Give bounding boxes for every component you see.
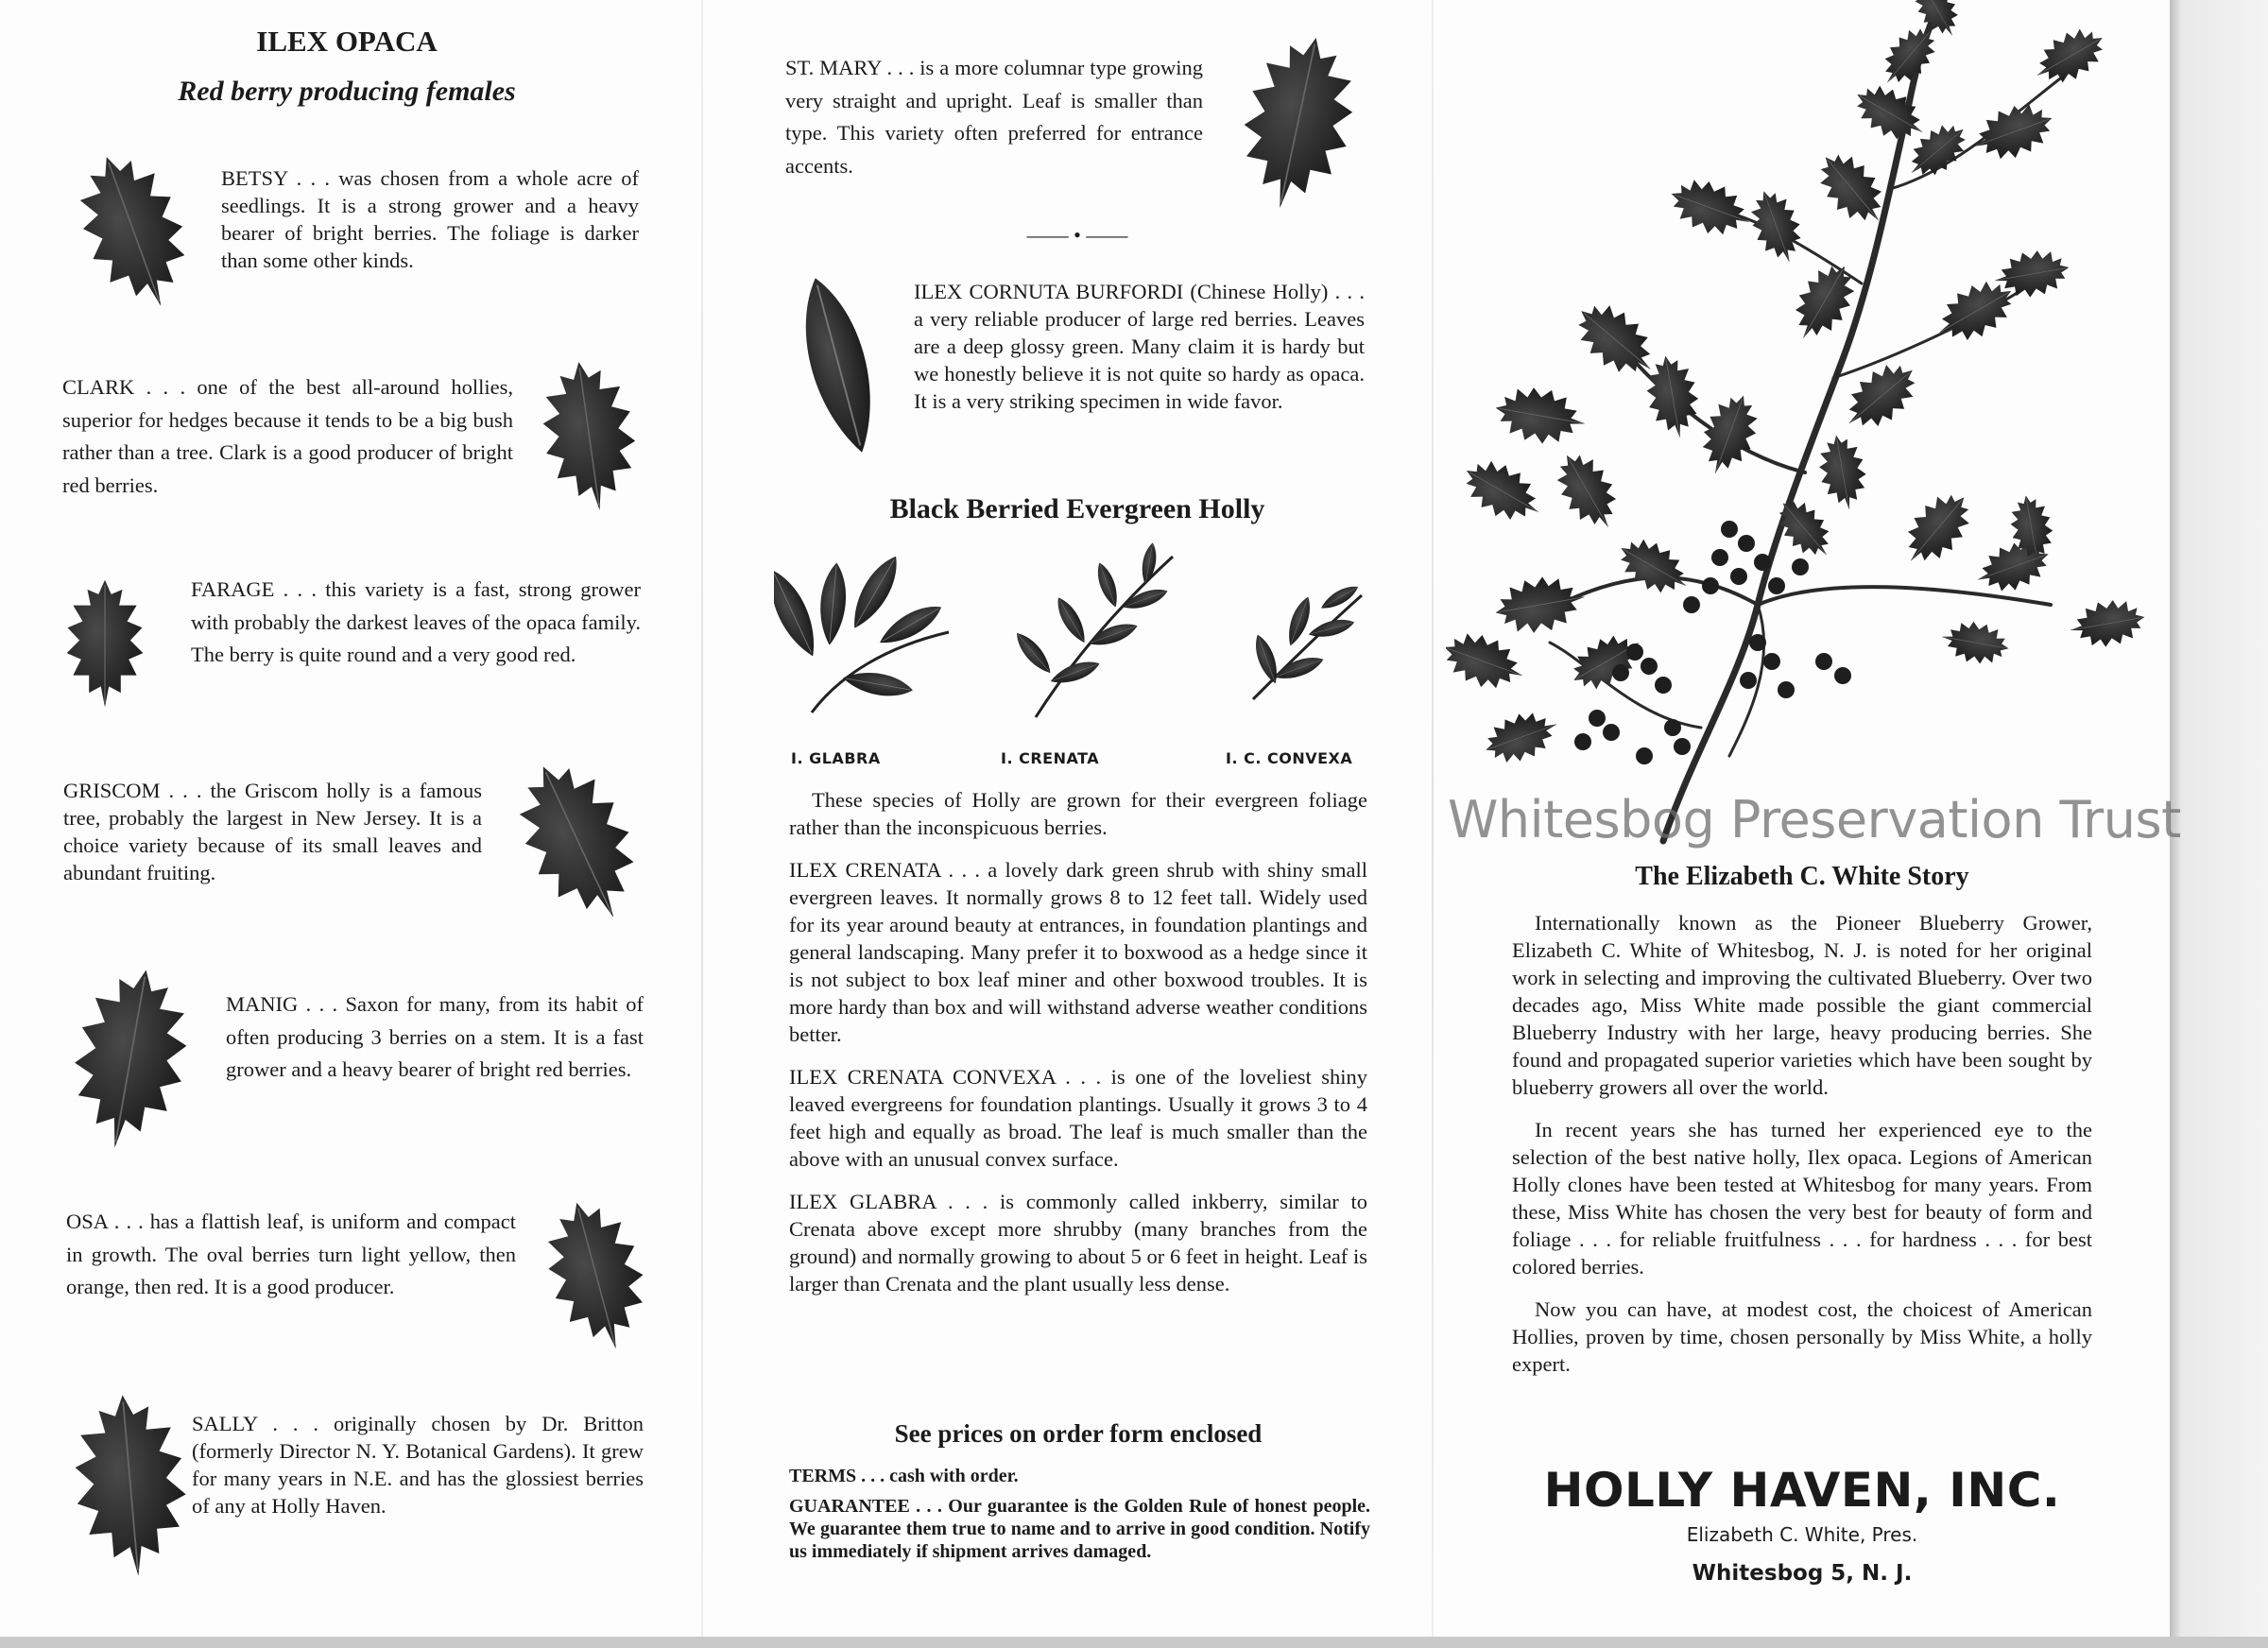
page-edge	[2170, 0, 2268, 1648]
holly-berry	[1749, 634, 1766, 651]
glabra-sprig-icon	[774, 542, 954, 723]
holly-berry	[1664, 719, 1681, 736]
holly-berry	[1740, 672, 1757, 689]
variety-clark: CLARK . . . one of the best all-around hollies, superior for hedges because it tends to be a big bush rather than a tree. Clark is a good producer of bright red berries.	[62, 375, 513, 497]
variety-cornuta-burfordi: ILEX CORNUTA BURFORDI (Chinese Holly) . . . a very reliable producer of large red berries. Leaves are a deep glossy green. Many claim it is hardy but we honestly believe it is not quite so hardy as opaca. It is a very striking specimen in wide favor.	[914, 280, 1365, 413]
variety-griscom: GRISCOM . . . the Griscom holly is a famous tree, probably the largest in New Jersey. It is a choice variety because of its small leaves and abundant fruiting.	[63, 779, 482, 884]
holly-berry	[1763, 653, 1780, 670]
variety-sally: SALLY . . . originally chosen by Dr. Britton (formerly Director N. Y. Botanical Gardens). It grew for many years in N.E. and has the glossiest berries of any at Holly Haven.	[192, 1412, 644, 1518]
page-bottom-edge	[0, 1637, 2268, 1648]
holly-berry	[1655, 677, 1672, 694]
variety-betsy: BETSY . . . was chosen from a whole acre of seedlings. It is a strong grower and a heavy bearer of bright berries. The foliage is darker than some other kinds.	[221, 166, 639, 272]
black-holly-descriptions	[789, 786, 1367, 1313]
story-paragraph: In recent years she has turned her experienced eye to the selection of the best native holly, Ilex opaca. Legions of American Holly clones have been tested at Whitesbog for many years. From these, Miss White has chosen the very best for beauty of form and foliage . . . for reliable fruitfulness . . . for hardness . . . for best colored berries.	[1512, 1118, 2092, 1279]
holly-berry	[1626, 644, 1643, 661]
sprig-label-convexa: I. C. CONVEXA	[1226, 749, 1353, 767]
photo-leaf	[1663, 170, 1759, 246]
holly-berry	[1815, 653, 1832, 670]
terms-block	[789, 1465, 1370, 1571]
holly-berry	[1768, 577, 1785, 594]
story-text	[1512, 909, 2092, 1393]
holly-berry	[1636, 747, 1653, 764]
holly-berry	[1730, 568, 1747, 585]
company-president: Elizabeth C. White, Pres.	[1686, 1523, 1918, 1546]
photo-leaf	[1454, 449, 1552, 534]
photo-leaf	[1446, 624, 1531, 699]
variety-ilex-glabra: ILEX GLABRA . . . is commonly called inkberry, similar to Crenata above except more shrubby (many branches from the ground) and normally growing to about 5 or 6 feet in height. Leaf is larger than Crenata and the plant usually less dense.	[789, 1190, 1367, 1296]
holly-berry	[1589, 710, 1606, 727]
guarantee-text: GUARANTEE . . . Our guarantee is the Golden Rule of honest people. We guarantee them true to name and to arrive in good condition. Notify us immediately if shipment arrives damaged.	[789, 1496, 1370, 1562]
holly-berry	[1778, 681, 1795, 698]
variety-ilex-crenata-convexa: ILEX CRENATA CONVEXA . . . is one of the loveliest shiny leaved evergreens for foundation plantings. Usually it grows 3 to 4 feet high and equally as broad. The leaf is much smaller than the above with an unusual convex surface.	[789, 1065, 1367, 1171]
variety-farage: FARAGE . . . this variety is a fast, strong grower with probably the darkest leaves of the opaca family. The berry is quite round and a very good red.	[191, 577, 641, 666]
terms-text: TERMS . . . cash with order.	[789, 1466, 1019, 1486]
holly-berry	[1711, 549, 1728, 566]
photo-leaf	[1743, 183, 1811, 270]
photo-leaf	[1641, 352, 1704, 442]
photo-leaf	[1562, 623, 1650, 700]
photo-leaf	[1478, 703, 1565, 771]
photo-leaf	[1609, 528, 1697, 606]
holly-leaf-icon	[65, 1390, 196, 1581]
variety-st-mary: ST. MARY . . . is a more columnar type growing very straight and upright. Leaf is smaller than type. This variety often preferred for entrance accents.	[785, 56, 1203, 178]
photo-leaf	[1491, 570, 1590, 639]
fold-line	[701, 0, 703, 1639]
panel-subtitle: Red berry producing females	[178, 76, 516, 107]
photo-leaf	[1966, 94, 2061, 170]
photo-leaf	[2025, 18, 2113, 95]
crenata-sprig-icon	[1012, 542, 1178, 723]
holly-berry	[1792, 558, 1809, 575]
variety-osa: OSA . . . has a flattish leaf, is uniform and compact in growth. The oval berries turn light yellow, then orange, then red. It is a good producer.	[66, 1210, 516, 1298]
company-name: HOLLY HAVEN, INC.	[1543, 1463, 2061, 1518]
species-intro: These species of Holly are grown for their evergreen foliage rather than the inconspicuous berries.	[789, 788, 1367, 839]
photo-leaf	[1938, 616, 2012, 668]
convexa-sprig-icon	[1244, 576, 1366, 709]
holly-berry	[1754, 554, 1771, 571]
divider-ornament: —— • ——	[1026, 223, 1128, 247]
holly-berry	[1702, 577, 1719, 594]
panel-title: ILEX OPACA	[256, 25, 438, 58]
watermark: Whitesbog Preservation Trust	[1448, 790, 2181, 850]
holly-berry	[1603, 724, 1620, 741]
photo-leaf	[1891, 481, 1983, 576]
holly-berry	[1738, 535, 1755, 552]
photo-leaf	[1832, 351, 1928, 442]
fold-line	[1432, 0, 1434, 1639]
holly-leaf-icon	[65, 557, 145, 730]
variety-ilex-crenata: ILEX CRENATA . . . a lovely dark green shrub with shiny small evergreen leaves. It normally grows 8 to 12 feet tall. Widely used for its year around beauty at entrances, in foundation plantings and general landscaping. Many prefer it to boxwood as a hedge since it is not subject to box leaf miner and other boxwood troubles. It is more hardy than box and will withstand adverse weather conditions better.	[789, 858, 1367, 1046]
holly-berry	[1683, 596, 1700, 613]
holly-berry	[1574, 733, 1591, 750]
holly-berry	[1641, 658, 1658, 675]
photo-leaf	[1491, 381, 1590, 450]
holly-berry	[1612, 664, 1629, 681]
sprig-label-crenata: I. CRENATA	[1001, 749, 1100, 767]
story-heading: The Elizabeth C. White Story	[1635, 862, 1969, 891]
company-address: Whitesbog 5, N. J.	[1692, 1561, 1913, 1586]
sprig-label-glabra: I. GLABRA	[791, 749, 881, 767]
holly-berry	[1834, 667, 1851, 684]
photo-leaf	[1871, 18, 1946, 96]
photo-leaf	[2066, 594, 2148, 652]
story-paragraph: Now you can have, at modest cost, the choicest of American Hollies, proven by time, chosen personally by Miss White, a holly expert.	[1512, 1297, 2092, 1376]
photo-leaf	[1545, 443, 1630, 541]
holly-branch-photo	[1446, 0, 2155, 846]
photo-leaf	[1692, 387, 1767, 483]
photo-leaf	[1813, 431, 1871, 513]
story-paragraph: Internationally known as the Pioneer Blueberry Grower, Elizabeth C. White of Whitesbog, N. J. is noted for her original work in selecting and improving the cultivated Blueberry. Over two decades ago, Miss White made possible the giant commercial Blueberry Industry with her large, heavy producing berries. She found and propagated superior varieties which have been sought by blueberry growers all over the world.	[1512, 911, 2092, 1099]
black-berried-heading: Black Berried Evergreen Holly	[889, 493, 1265, 524]
variety-manig: MANIG . . . Saxon for many, from its habit of often producing 3 berries on a stem. It is a fast grower and a heavy bearer of bright red berries.	[226, 992, 644, 1081]
holly-berry	[1674, 738, 1691, 755]
prices-heading: See prices on order form enclosed	[894, 1419, 1263, 1448]
holly-berry	[1721, 521, 1738, 538]
